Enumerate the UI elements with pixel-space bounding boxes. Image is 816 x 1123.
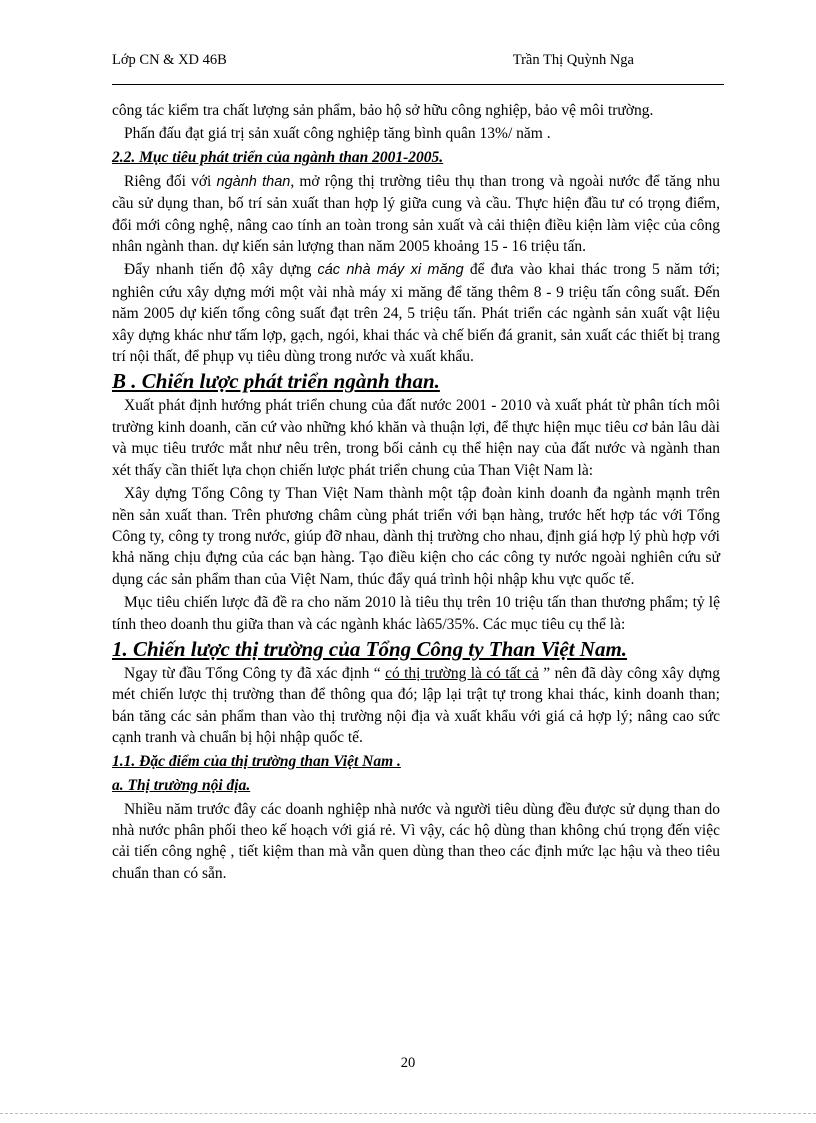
page-header [112,52,634,76]
page-edge [0,1113,816,1114]
paragraph: Nhiều năm trước đây các doanh nghiệp nhà nước và người tiêu dùng đều được sử dụng than do nhà nước phân phối theo kế hoạch với giá rẻ. Vì vậy, các hộ dùng than không chú trọng đến việc cải tiến công nghệ , tiết kiệm than mà vẫn quen dùng than theo các định mức lạc hậu và theo tiêu chuẩn than có sẵn. [112,800,720,882]
section-heading-2-2: 2.2. Mục tiêu phát triển của ngành than 2001-2005. [112,148,444,166]
emphasis-text: ngành than [216,173,291,190]
paragraph: Xây dựng Tổng Công ty Than Việt Nam thành một tập đoàn kinh doanh đa ngành mạnh trên nền sản xuất than. Trên phương châm cùng phát triển với bạn hàng, trước hết hợp tác với Tổng Công ty, công ty trong nước, giúp đỡ nhau, dành thị trường cho nhau, định giá hợp lý phù hợp với khả năng chịu đựng của các bạn hàng. Tạo điều kiện cho các công ty nước ngoài nghiên cứu sử dụng các sản phẩm than của Việt Nam, thúc đẩy quá trình hội nhập khu vực quốc tế. [112,485,720,588]
emphasis-text: các nhà máy xi măng [317,262,464,279]
section-heading-a: a. Thị trường nội địa. [112,776,251,794]
section-heading-b: B . Chiến lược phát triển ngành than. [112,369,440,394]
document-body [112,100,720,886]
paragraph: Phấn đấu đạt giá trị sản xuất công nghiệp tăng bình quân 13%/ năm . [124,125,551,143]
section-heading-1-1: 1.1. Đặc điểm của thị trường than Việt Nam . [112,752,401,770]
paragraph: công tác kiểm tra chất lượng sản phẩm, bảo hộ sở hữu công nghiệp, bảo vệ môi trường. [112,102,654,119]
paragraph: Mục tiêu chiến lược đã đề ra cho năm 2010 là tiêu thụ trên 10 triệu tấn than thương phẩm; tỷ lệ tính theo doanh thu giữa than và các ngành khác là65/35%. Các mục tiêu cụ thể là: [112,594,720,633]
page-number: 20 [400,1055,416,1071]
paragraph: Riêng đối với ngành than, mở rộng thị trường tiêu thụ than trong và ngoài nước để tăng nhu cầu sử dụng than, bố trí sản xuất than hợp lý giữa cung và cầu. Thực hiện đầu tư có trọng điểm, đổi mới công nghệ, nâng cao tính an toàn trong sản xuất và cải thiện điều kiện làm việc của công nhân ngành than. dự kiến sản lượng than năm 2005 khoảng 15 - 16 triệu tấn. [112,172,721,256]
header-divider [112,84,724,85]
header-class-label: Lớp CN & XD 46B [112,52,227,68]
underlined-quote: có thị trường là có tất cả [385,664,539,682]
header-author-name: Trần Thị Quỳnh Nga [512,52,634,68]
paragraph: Ngay từ đầu Tổng Công ty đã xác định “ có thị trường là có tất cả ” nên đã dày công xây dựng mét chiến lược thị trường than để thông qua đó; lập lại trật tự trong khai thác, kinh doanh than; bán tăng các sản phẩm than vào thị trường nội địa và xuất khẩu với giá cả hợp lý; nâng cao sức cạnh tranh và chuẩn bị hội nhập quốc tế. [112,664,720,747]
paragraph: Đẩy nhanh tiến độ xây dựng các nhà máy xi măng để đưa vào khai thác trong 5 năm tới; nghiên cứu xây dựng mới một vài nhà máy xi măng để tăng thêm 8 - 9 triệu tấn công suất. Đến năm 2005 dự kiến tổng công suất đạt trên 24, 5 triệu tấn. Phát triển các ngành sản xuất vật liệu xây dựng khác như tấm lợp, gạch, ngói, khai thác và chế biến đá granit, sản xuất các thiết bị trang trí nội thất, để phụp vụ tiêu dùng trong nước và xuất khẩu. [112,261,720,366]
paragraph: Xuất phát định hướng phát triển chung của đất nước 2001 - 2010 và xuất phát từ phân tích môi trường kinh doanh, căn cứ vào những khó khăn và thuận lợi, để thực hiện mục tiêu cơ bản lâu dài và mục tiêu trước mắt như nêu trên, trong bối cảnh cụ thể hiện nay của đất nước và ngành than xét thấy cần thiết lựa chọn chiến lược phát triển chung của Than Việt Nam là: [112,397,720,479]
section-heading-1: 1. Chiến lược thị trường của Tổng Công ty Than Việt Nam. [112,636,628,661]
